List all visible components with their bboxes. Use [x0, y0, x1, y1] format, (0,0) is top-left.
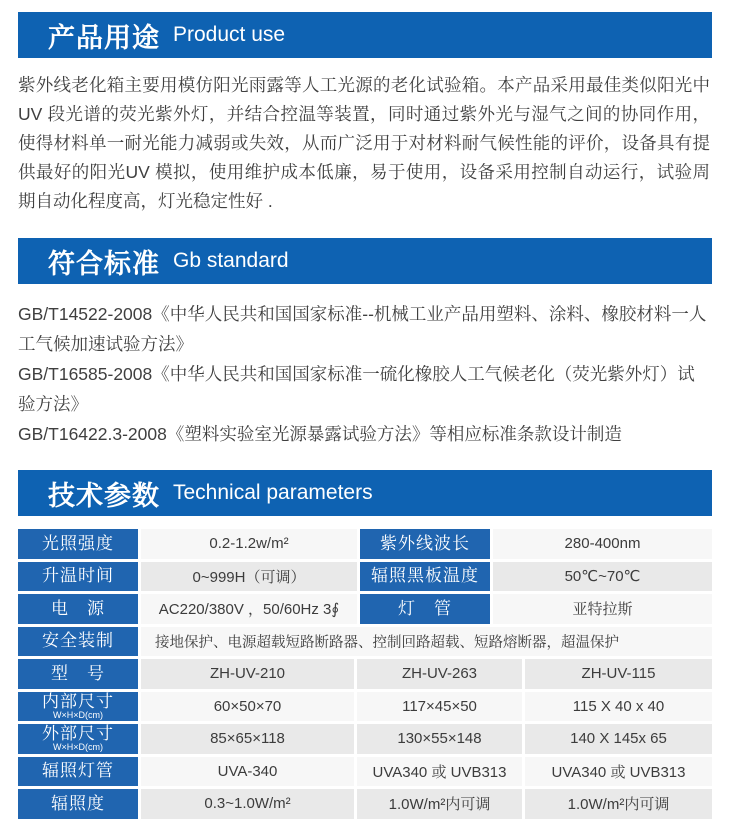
param-label: 电 源 [18, 594, 138, 624]
table-row [18, 529, 712, 559]
table-row [18, 692, 712, 722]
section-title-zh: 符合标准 [48, 248, 160, 279]
param-label [18, 692, 138, 722]
param-value: 1.0W/m²内可调 [525, 789, 712, 819]
param-label-text: 型 号 [51, 663, 105, 683]
param-label-text: 内部尺寸 [42, 691, 114, 711]
table-row [18, 724, 712, 754]
param-value: 60×50×70 [141, 692, 354, 722]
gb-standard-line: GB/T14522-2008《中华人民共和国国家标准--机械工业产品用塑料、涂料、橡胶材料一人工气候加速试验方法》 [18, 304, 707, 354]
gb-standard-list [18, 299, 710, 449]
param-label [18, 757, 138, 787]
section-header-product-use [18, 12, 712, 58]
param-value: 接地保护、电源超载短路断路器、控制回路超载、短路熔断器，超温保护 [141, 627, 712, 657]
section-title-en: Product use [173, 23, 286, 46]
param-label-text: 外部尺寸 [42, 724, 114, 744]
param-value: UVA340 或 UVB313 [525, 757, 712, 787]
param-value: 117×45×50 [357, 692, 522, 722]
param-value: UVA340 或 UVB313 [357, 757, 522, 787]
param-label-sub: W×H×D(cm) [53, 742, 103, 753]
section-title-en: Technical parameters [173, 481, 373, 504]
param-label: 光照强度 [18, 529, 138, 559]
param-label [18, 789, 138, 819]
param-label [18, 724, 138, 754]
param-label [18, 659, 138, 689]
gb-standard-line: GB/T16422.3-2008《塑料实验室光源暴露试验方法》等相应标准条款设计制造 [18, 424, 622, 444]
param-value: 亚特拉斯 [493, 594, 712, 624]
param-value: ZH-UV-263 [357, 659, 522, 689]
param-value: 130×55×148 [357, 724, 522, 754]
param-value: 0~999H（可调） [141, 562, 357, 592]
param-value: 0.2-1.2w/m² [141, 529, 357, 559]
table-row [18, 594, 712, 624]
param-value: ZH-UV-115 [525, 659, 712, 689]
section-header-gb-standard [18, 238, 712, 284]
param-value: AC220/380V ，50/60Hz 3∮ [141, 594, 357, 624]
table-row [18, 789, 712, 819]
gb-standard-line: GB/T16585-2008《中华人民共和国国家标准一硫化橡胶人工气候老化（荧光紫外灯）试验方法》 [18, 364, 695, 414]
param-value: 280-400nm [493, 529, 712, 559]
product-use-paragraph: 紫外线老化箱主要用模仿阳光雨露等人工光源的老化试验箱。本产品采用最佳类似阳光中UV 段光谱的荧光紫外灯，并结合控温等装置，同时通过紫外光与湿气之间的协同作用，使得材料单一耐光能力减弱或失效，从而广泛用于对材料耐气候性能的评价，设备具有提供最好的阳光UV 模拟，使用维护成本低廉，易于使用，设备采用控制自动运行，试验周期自动化程度高，灯光稳定性好 . [18, 75, 710, 211]
param-value: 115 X 40 x 40 [525, 692, 712, 722]
table-row [18, 627, 712, 657]
table-row [18, 757, 712, 787]
param-label-text: 辐照灯管 [42, 761, 114, 781]
param-label: 灯 管 [360, 594, 490, 624]
section-title-en: Gb standard [173, 249, 289, 272]
param-label: 安全装制 [18, 627, 138, 657]
param-value: 1.0W/m²内可调 [357, 789, 522, 819]
param-value: 85×65×118 [141, 724, 354, 754]
section-title-zh: 技术参数 [48, 480, 160, 511]
param-label: 紫外线波长 [360, 529, 490, 559]
table-row [18, 659, 712, 689]
param-label: 升温时间 [18, 562, 138, 592]
param-label-sub: W×H×D(cm) [53, 709, 103, 720]
section-header-technical-parameters [18, 470, 712, 516]
table-row [18, 562, 712, 592]
param-label: 辐照黑板温度 [360, 562, 490, 592]
section-title-zh: 产品用途 [48, 22, 160, 53]
param-value: 0.3~1.0W/m² [141, 789, 354, 819]
param-value: ZH-UV-210 [141, 659, 354, 689]
param-value: 50℃~70℃ [493, 562, 712, 592]
param-value: UVA-340 [141, 757, 354, 787]
spec-table [18, 529, 712, 819]
param-label-text: 辐照度 [51, 793, 105, 813]
param-value: 140 X 145x 65 [525, 724, 712, 754]
